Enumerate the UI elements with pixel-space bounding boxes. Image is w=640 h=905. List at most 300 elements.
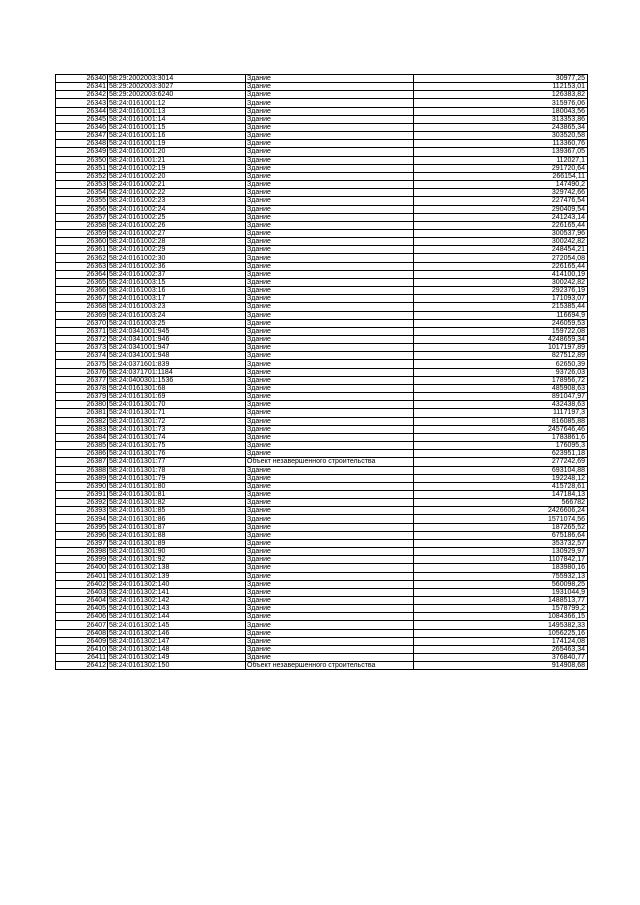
cadastral-number-cell: 58:24:0161302:139 (108, 572, 246, 580)
cadastral-value-cell: 116694,9 (414, 311, 588, 319)
object-type-cell: Здание (246, 303, 414, 311)
object-type-cell: Здание (246, 197, 414, 205)
cadastral-value-cell: 485908,63 (414, 384, 588, 392)
cadastral-number-cell: 58:24:0161301:87 (108, 523, 246, 531)
object-type-cell: Здание (246, 605, 414, 613)
cadastral-value-cell: 93726,03 (414, 368, 588, 376)
cadastral-value-cell: 4248659,34 (414, 336, 588, 344)
table-row (56, 107, 588, 115)
cadastral-value-cell: 415728,61 (414, 482, 588, 490)
row-number-cell: 26387 (56, 458, 108, 466)
cadastral-number-cell: 58:24:0161302:149 (108, 654, 246, 662)
cadastral-value-cell: 292376,19 (414, 287, 588, 295)
cadastral-value-cell: 227476,54 (414, 197, 588, 205)
cadastral-number-cell: 58:24:0161003:25 (108, 319, 246, 327)
row-number-cell: 26348 (56, 140, 108, 148)
cadastral-number-cell: 58:29:2002003:6240 (108, 91, 246, 99)
cadastral-number-cell: 58:24:0161301:73 (108, 425, 246, 433)
table-row (56, 597, 588, 605)
cadastral-value-cell: 178956,72 (414, 376, 588, 384)
object-type-cell: Здание (246, 270, 414, 278)
cadastral-number-cell: 58:24:0341001:946 (108, 336, 246, 344)
row-number-cell: 26385 (56, 442, 108, 450)
cadastral-value-cell: 215385,44 (414, 303, 588, 311)
cadastral-number-cell: 58:24:0161302:138 (108, 564, 246, 572)
table-row (56, 295, 588, 303)
cadastral-value-cell: 623951,18 (414, 450, 588, 458)
cadastral-value-cell: 566782 (414, 499, 588, 507)
row-number-cell: 26405 (56, 605, 108, 613)
row-number-cell: 26398 (56, 548, 108, 556)
object-type-cell: Здание (246, 205, 414, 213)
object-type-cell: Здание (246, 654, 414, 662)
cadastral-number-cell: 58:29:2002003:3014 (108, 75, 246, 83)
table-row (56, 425, 588, 433)
table-row (56, 409, 588, 417)
table-row (56, 319, 588, 327)
object-type-cell: Здание (246, 319, 414, 327)
cadastral-number-cell: 58:24:0161003:16 (108, 287, 246, 295)
table-row (56, 613, 588, 621)
object-type-cell: Здание (246, 442, 414, 450)
cadastral-number-cell: 58:24:0161302:147 (108, 637, 246, 645)
cadastral-value-cell: 755932,13 (414, 572, 588, 580)
cadastral-value-cell: 62650,39 (414, 360, 588, 368)
row-number-cell: 26382 (56, 417, 108, 425)
object-type-cell: Здание (246, 360, 414, 368)
table-row (56, 75, 588, 83)
cadastral-number-cell: 58:24:0371701:1184 (108, 368, 246, 376)
cadastral-value-cell: 266154,11 (414, 172, 588, 180)
table-row (56, 140, 588, 148)
object-type-cell: Здание (246, 148, 414, 156)
row-number-cell: 26396 (56, 531, 108, 539)
row-number-cell: 26361 (56, 246, 108, 254)
object-type-cell: Здание (246, 368, 414, 376)
object-type-cell: Здание (246, 221, 414, 229)
table-row (56, 515, 588, 523)
row-number-cell: 26407 (56, 621, 108, 629)
cadastral-number-cell: 58:24:0161002:23 (108, 197, 246, 205)
object-type-cell: Здание (246, 637, 414, 645)
table-row (56, 221, 588, 229)
row-number-cell: 26403 (56, 588, 108, 596)
cadastral-number-cell: 58:24:0161003:15 (108, 278, 246, 286)
table-row (56, 83, 588, 91)
object-type-cell: Здание (246, 572, 414, 580)
table-row (56, 490, 588, 498)
cadastral-value-cell: 414100,19 (414, 270, 588, 278)
row-number-cell: 26411 (56, 654, 108, 662)
object-type-cell: Здание (246, 262, 414, 270)
table-row (56, 123, 588, 131)
object-type-cell: Здание (246, 384, 414, 392)
cadastral-value-cell: 113360,76 (414, 140, 588, 148)
cadastral-value-cell: 2457646,46 (414, 425, 588, 433)
cadastral-value-cell: 187265,52 (414, 523, 588, 531)
cadastral-number-cell: 58:24:0161301:82 (108, 499, 246, 507)
table-row (56, 197, 588, 205)
object-type-cell: Здание (246, 564, 414, 572)
cadastral-number-cell: 58:24:0161002:29 (108, 246, 246, 254)
cadastral-number-cell: 58:24:0161002:36 (108, 262, 246, 270)
object-type-cell: Здание (246, 132, 414, 140)
cadastral-number-cell: 58:24:0161301:85 (108, 507, 246, 515)
cadastral-number-cell: 58:24:0161301:78 (108, 466, 246, 474)
table-row (56, 262, 588, 270)
row-number-cell: 26380 (56, 401, 108, 409)
cadastral-number-cell: 58:24:0400301:1536 (108, 376, 246, 384)
row-number-cell: 26393 (56, 507, 108, 515)
object-type-cell: Объект незавершенного строительства (246, 662, 414, 670)
table-row (56, 181, 588, 189)
cadastral-number-cell: 58:24:0161302:141 (108, 588, 246, 596)
cadastral-value-cell: 112027,1 (414, 156, 588, 164)
row-number-cell: 26400 (56, 564, 108, 572)
cadastral-value-cell: 243865,34 (414, 123, 588, 131)
object-type-cell: Здание (246, 115, 414, 123)
row-number-cell: 26404 (56, 597, 108, 605)
cadastral-number-cell: 58:24:0161301:75 (108, 442, 246, 450)
cadastral-value-cell: 226165,44 (414, 262, 588, 270)
table-row (56, 287, 588, 295)
object-type-cell: Здание (246, 433, 414, 441)
cadastral-value-cell: 290409,54 (414, 205, 588, 213)
object-type-cell: Здание (246, 123, 414, 131)
cadastral-number-cell: 58:24:0161302:148 (108, 645, 246, 653)
cadastral-value-cell: 1084366,15 (414, 613, 588, 621)
table-row (56, 539, 588, 547)
table-row (56, 164, 588, 172)
cadastral-number-cell: 58:24:0161001:13 (108, 107, 246, 115)
cadastral-value-cell: 112153,01 (414, 83, 588, 91)
table-row (56, 238, 588, 246)
cadastral-value-cell: 827512,89 (414, 352, 588, 360)
cadastral-number-cell: 58:24:0161001:15 (108, 123, 246, 131)
object-type-cell: Здание (246, 597, 414, 605)
object-type-cell: Здание (246, 474, 414, 482)
cadastral-value-cell: 1488513,77 (414, 597, 588, 605)
cadastral-number-cell: 58:24:0371601:839 (108, 360, 246, 368)
object-type-cell: Здание (246, 295, 414, 303)
row-number-cell: 26363 (56, 262, 108, 270)
object-type-cell: Здание (246, 613, 414, 621)
table-row (56, 474, 588, 482)
cadastral-value-cell: 891047,97 (414, 393, 588, 401)
row-number-cell: 26372 (56, 336, 108, 344)
table-row (56, 303, 588, 311)
table-row (56, 523, 588, 531)
cadastral-value-cell: 176095,3 (414, 442, 588, 450)
table-row (56, 368, 588, 376)
table-row (56, 311, 588, 319)
object-type-cell: Здание (246, 164, 414, 172)
table-row (56, 401, 588, 409)
table-row (56, 442, 588, 450)
object-type-cell: Здание (246, 629, 414, 637)
cadastral-value-cell: 1056225,16 (414, 629, 588, 637)
row-number-cell: 26353 (56, 181, 108, 189)
row-number-cell: 26346 (56, 123, 108, 131)
row-number-cell: 26409 (56, 637, 108, 645)
table-row (56, 156, 588, 164)
object-type-cell: Здание (246, 140, 414, 148)
cadastral-value-cell: 174124,08 (414, 637, 588, 645)
cadastral-value-cell: 291720,64 (414, 164, 588, 172)
cadastral-value-cell: 1107842,17 (414, 556, 588, 564)
table-row (56, 572, 588, 580)
object-type-cell: Здание (246, 548, 414, 556)
cadastral-number-cell: 58:24:0161301:89 (108, 539, 246, 547)
table-row (56, 336, 588, 344)
table-row (56, 645, 588, 653)
document-page (55, 74, 587, 670)
table-row (56, 564, 588, 572)
table-row (56, 556, 588, 564)
object-type-cell: Здание (246, 75, 414, 83)
cadastral-value-cell: 180043,56 (414, 107, 588, 115)
cadastral-value-cell: 675186,64 (414, 531, 588, 539)
table-row (56, 637, 588, 645)
row-number-cell: 26390 (56, 482, 108, 490)
object-type-cell: Здание (246, 336, 414, 344)
table-row (56, 466, 588, 474)
table-row (56, 662, 588, 670)
table-row (56, 327, 588, 335)
cadastral-value-cell: 303520,58 (414, 132, 588, 140)
cadastral-number-cell: 58:24:0161301:90 (108, 548, 246, 556)
row-number-cell: 26359 (56, 229, 108, 237)
table-row (56, 499, 588, 507)
row-number-cell: 26340 (56, 75, 108, 83)
row-number-cell: 26402 (56, 580, 108, 588)
cadastral-number-cell: 58:24:0161001:19 (108, 140, 246, 148)
cadastral-number-cell: 58:24:0161301:92 (108, 556, 246, 564)
row-number-cell: 26350 (56, 156, 108, 164)
table-row (56, 148, 588, 156)
row-number-cell: 26367 (56, 295, 108, 303)
row-number-cell: 26376 (56, 368, 108, 376)
cadastral-number-cell: 58:24:0161301:80 (108, 482, 246, 490)
row-number-cell: 26352 (56, 172, 108, 180)
cadastral-value-cell: 246059,53 (414, 319, 588, 327)
table-row (56, 172, 588, 180)
object-type-cell: Здание (246, 490, 414, 498)
row-number-cell: 26343 (56, 99, 108, 107)
cadastral-value-cell: 693104,88 (414, 466, 588, 474)
cadastral-number-cell: 58:24:0161301:70 (108, 401, 246, 409)
row-number-cell: 26362 (56, 254, 108, 262)
row-number-cell: 26374 (56, 352, 108, 360)
row-number-cell: 26383 (56, 425, 108, 433)
object-type-cell: Здание (246, 425, 414, 433)
cadastral-value-cell: 353732,57 (414, 539, 588, 547)
cadastral-value-cell: 183980,16 (414, 564, 588, 572)
cadastral-number-cell: 58:29:2002003:3027 (108, 83, 246, 91)
table-row (56, 360, 588, 368)
cadastral-number-cell: 58:24:0161302:140 (108, 580, 246, 588)
row-number-cell: 26386 (56, 450, 108, 458)
row-number-cell: 26391 (56, 490, 108, 498)
table-row (56, 352, 588, 360)
table-row (56, 132, 588, 140)
cadastral-value-cell: 139367,05 (414, 148, 588, 156)
row-number-cell: 26384 (56, 433, 108, 441)
cadastral-number-cell: 58:24:0161301:72 (108, 417, 246, 425)
row-number-cell: 26381 (56, 409, 108, 417)
object-type-cell: Здание (246, 523, 414, 531)
table-row (56, 384, 588, 392)
cadastral-number-cell: 58:24:0161302:143 (108, 605, 246, 613)
table-row (56, 580, 588, 588)
cadastral-number-cell: 58:24:0161003:23 (108, 303, 246, 311)
cadastral-number-cell: 58:24:0161302:150 (108, 662, 246, 670)
row-number-cell: 26368 (56, 303, 108, 311)
cadastral-value-cell: 1495382,33 (414, 621, 588, 629)
table-row (56, 246, 588, 254)
cadastral-value-cell: 159722,08 (414, 327, 588, 335)
object-type-cell: Здание (246, 515, 414, 523)
object-type-cell: Здание (246, 352, 414, 360)
cadastral-number-cell: 58:24:0161302:145 (108, 621, 246, 629)
row-number-cell: 26366 (56, 287, 108, 295)
object-type-cell: Здание (246, 213, 414, 221)
row-number-cell: 26342 (56, 91, 108, 99)
cadastral-number-cell: 58:24:0161301:71 (108, 409, 246, 417)
cadastral-number-cell: 58:24:0161301:81 (108, 490, 246, 498)
cadastral-number-cell: 58:24:0161002:30 (108, 254, 246, 262)
table-row (56, 629, 588, 637)
object-type-cell: Здание (246, 401, 414, 409)
table-row (56, 458, 588, 466)
table-row (56, 548, 588, 556)
object-type-cell: Здание (246, 531, 414, 539)
cadastral-value-cell: 265463,34 (414, 645, 588, 653)
table-row (56, 115, 588, 123)
object-type-cell: Объект незавершенного строительства (246, 458, 414, 466)
cadastral-number-cell: 58:24:0161301:88 (108, 531, 246, 539)
cadastral-value-cell: 313353,86 (414, 115, 588, 123)
row-number-cell: 26378 (56, 384, 108, 392)
row-number-cell: 26377 (56, 376, 108, 384)
cadastral-number-cell: 58:24:0161002:19 (108, 164, 246, 172)
table-row (56, 417, 588, 425)
cadastral-number-cell: 58:24:0161001:16 (108, 132, 246, 140)
table-row (56, 278, 588, 286)
object-type-cell: Здание (246, 645, 414, 653)
object-type-cell: Здание (246, 156, 414, 164)
cadastral-value-cell: 914908,68 (414, 662, 588, 670)
object-type-cell: Здание (246, 556, 414, 564)
row-number-cell: 26357 (56, 213, 108, 221)
table-row (56, 588, 588, 596)
row-number-cell: 26358 (56, 221, 108, 229)
row-number-cell: 26370 (56, 319, 108, 327)
cadastral-number-cell: 58:24:0341001:945 (108, 327, 246, 335)
row-number-cell: 26379 (56, 393, 108, 401)
row-number-cell: 26410 (56, 645, 108, 653)
cadastral-number-cell: 58:24:0161301:69 (108, 393, 246, 401)
cadastral-value-cell: 248454,21 (414, 246, 588, 254)
row-number-cell: 26369 (56, 311, 108, 319)
cadastral-number-cell: 58:24:0161001:12 (108, 99, 246, 107)
object-type-cell: Здание (246, 229, 414, 237)
object-type-cell: Здание (246, 539, 414, 547)
cadastral-number-cell: 58:24:0341001:948 (108, 352, 246, 360)
cadastral-value-cell: 226165,44 (414, 221, 588, 229)
object-type-cell: Здание (246, 99, 414, 107)
cadastral-number-cell: 58:24:0161002:22 (108, 189, 246, 197)
object-type-cell: Здание (246, 238, 414, 246)
cadastral-number-cell: 58:24:0161301:77 (108, 458, 246, 466)
row-number-cell: 26356 (56, 205, 108, 213)
cadastral-number-cell: 58:24:0161002:27 (108, 229, 246, 237)
cadastral-value-cell: 432438,63 (414, 401, 588, 409)
cadastral-value-cell: 1578799,2 (414, 605, 588, 613)
cadastral-value-cell: 192248,12 (414, 474, 588, 482)
cadastral-number-cell: 58:24:0161002:26 (108, 221, 246, 229)
row-number-cell: 26389 (56, 474, 108, 482)
object-type-cell: Здание (246, 254, 414, 262)
row-number-cell: 26412 (56, 662, 108, 670)
table-row (56, 605, 588, 613)
object-type-cell: Здание (246, 376, 414, 384)
cadastral-value-cell: 1931044,9 (414, 588, 588, 596)
table-row (56, 393, 588, 401)
table-row (56, 189, 588, 197)
row-number-cell: 26399 (56, 556, 108, 564)
row-number-cell: 26408 (56, 629, 108, 637)
row-number-cell: 26373 (56, 344, 108, 352)
row-number-cell: 26345 (56, 115, 108, 123)
table-row (56, 270, 588, 278)
object-type-cell: Здание (246, 83, 414, 91)
cadastral-value-cell: 130929,97 (414, 548, 588, 556)
cadastral-number-cell: 58:24:0161302:144 (108, 613, 246, 621)
cadastral-value-cell: 1017197,89 (414, 344, 588, 352)
table-row (56, 91, 588, 99)
row-number-cell: 26392 (56, 499, 108, 507)
cadastral-value-cell: 560098,25 (414, 580, 588, 588)
object-type-cell: Здание (246, 311, 414, 319)
cadastral-number-cell: 58:24:0161301:76 (108, 450, 246, 458)
cadastral-value-cell: 1571074,56 (414, 515, 588, 523)
table-body (56, 75, 588, 670)
row-number-cell: 26375 (56, 360, 108, 368)
cadastral-number-cell: 58:24:0161302:142 (108, 597, 246, 605)
object-type-cell: Здание (246, 507, 414, 515)
row-number-cell: 26365 (56, 278, 108, 286)
object-type-cell: Здание (246, 107, 414, 115)
row-number-cell: 26406 (56, 613, 108, 621)
cadastral-number-cell: 58:24:0341001:947 (108, 344, 246, 352)
object-type-cell: Здание (246, 621, 414, 629)
table-row (56, 507, 588, 515)
cadastral-value-cell: 1783861,6 (414, 433, 588, 441)
object-type-cell: Здание (246, 246, 414, 254)
row-number-cell: 26395 (56, 523, 108, 531)
row-number-cell: 26344 (56, 107, 108, 115)
row-number-cell: 26364 (56, 270, 108, 278)
table-row (56, 213, 588, 221)
row-number-cell: 26355 (56, 197, 108, 205)
cadastral-number-cell: 58:24:0161302:146 (108, 629, 246, 637)
table-row (56, 254, 588, 262)
cadastral-number-cell: 58:24:0161002:21 (108, 181, 246, 189)
object-type-cell: Здание (246, 409, 414, 417)
cadastral-value-table (55, 74, 588, 670)
object-type-cell: Здание (246, 450, 414, 458)
